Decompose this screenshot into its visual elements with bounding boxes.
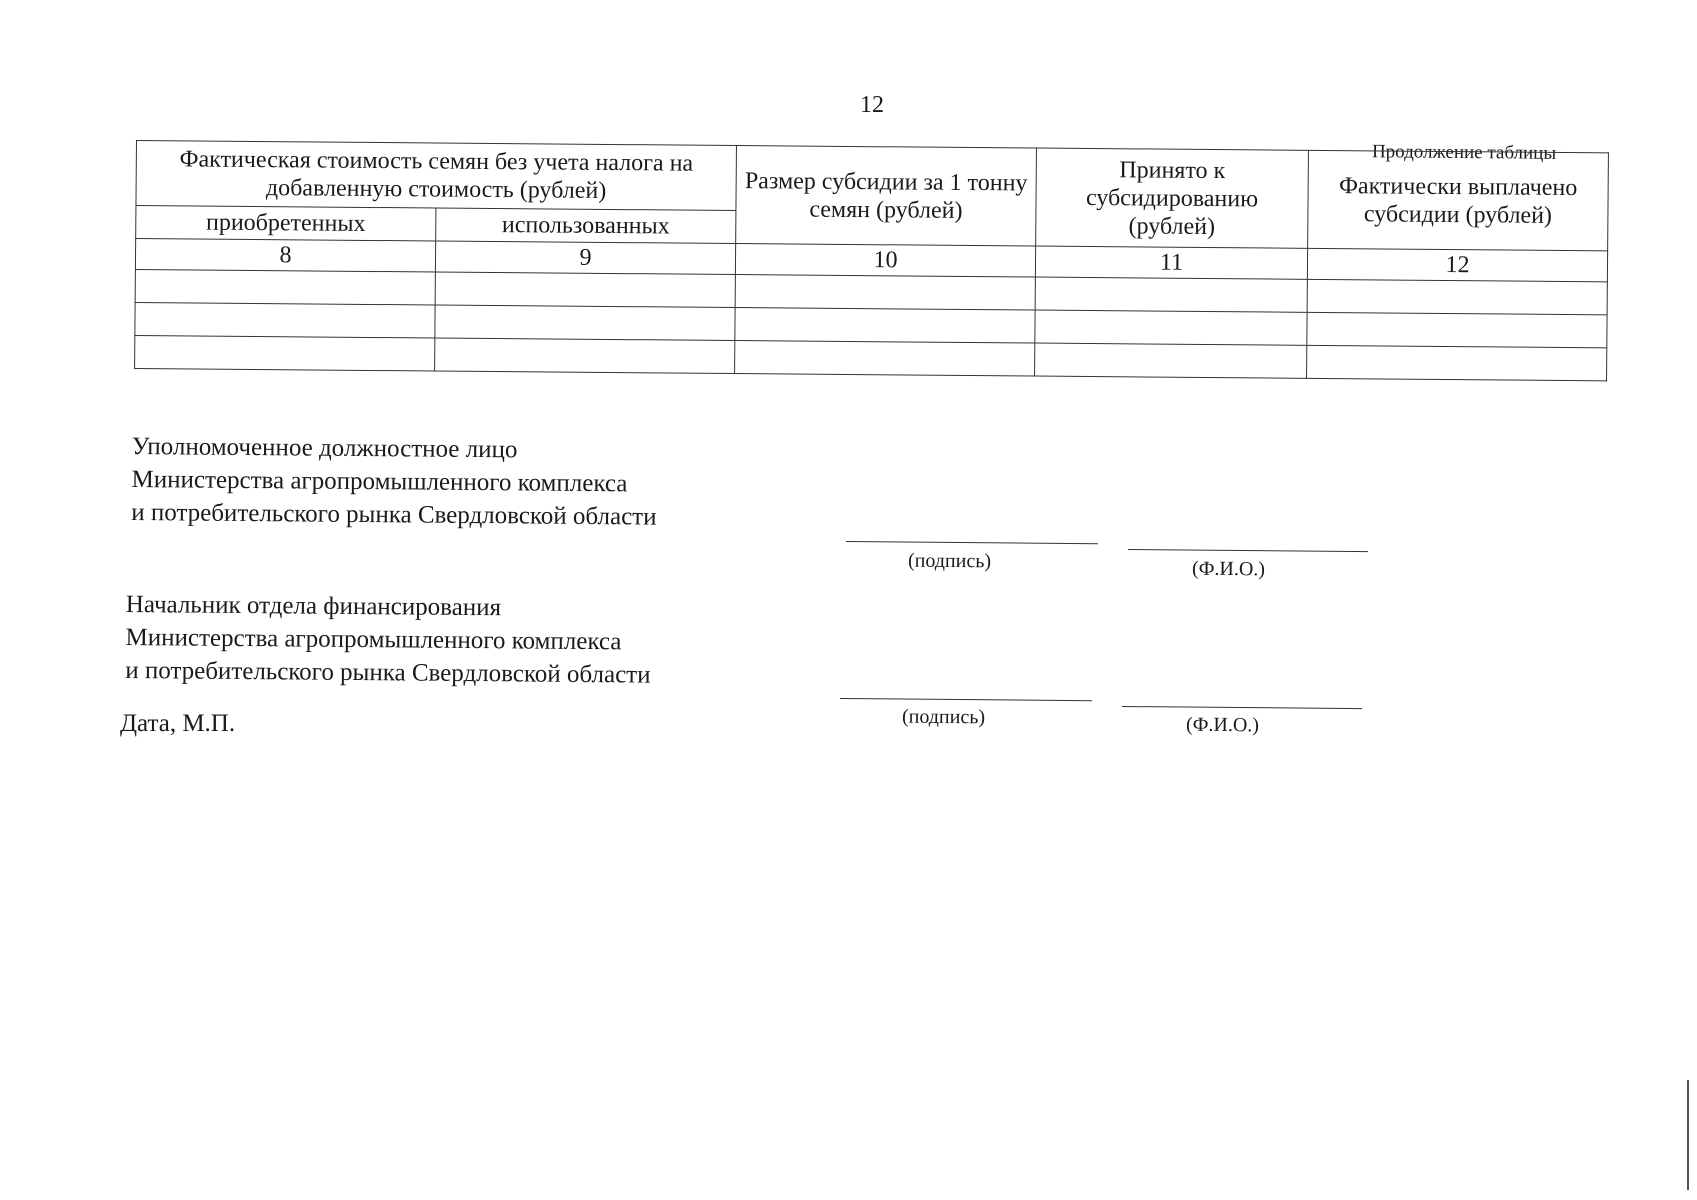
table-cell <box>435 305 735 341</box>
table-cell <box>735 341 1035 377</box>
header-subsidy-rate: Размер субсидии за 1 тонну семян (рублей) <box>736 146 1037 247</box>
column-number: 8 <box>135 239 435 273</box>
table-cell <box>135 302 435 338</box>
table-cell <box>735 275 1035 311</box>
subheader-used: использованных <box>436 208 736 244</box>
table-cell <box>1035 277 1307 312</box>
table-cell <box>135 269 435 305</box>
table-cell <box>1307 345 1607 381</box>
name-line <box>1128 549 1368 552</box>
name-line <box>1122 706 1362 709</box>
table-cell <box>435 272 735 308</box>
subheader-purchased: приобретенных <box>136 206 436 242</box>
column-number: 9 <box>435 241 735 275</box>
table-cell <box>1035 343 1307 378</box>
table-cell <box>1307 312 1607 348</box>
signature-line <box>840 698 1092 701</box>
signatory-line: Министерства агропромышленного комплекса <box>131 465 628 498</box>
name-caption: (Ф.И.О.) <box>1185 713 1260 737</box>
header-actual-seed-cost: Фактическая стоимость семян без учета налога на добавленную стоимость (рублей) <box>136 141 737 211</box>
column-number: 11 <box>1035 246 1307 279</box>
signature-caption: (подпись) <box>907 549 992 573</box>
scan-edge-mark <box>1687 1080 1689 1190</box>
table-header-row <box>136 141 1609 218</box>
column-number: 10 <box>735 244 1035 278</box>
table-cell <box>435 338 735 374</box>
signatory-line: и потребительского рынка Свердловской области <box>125 656 651 689</box>
name-caption: (Ф.И.О.) <box>1191 557 1266 581</box>
table-cell <box>1035 310 1307 345</box>
date-stamp: Дата, М.П. <box>120 710 236 737</box>
table-cell <box>1307 279 1607 315</box>
subsidy-table <box>134 140 1609 381</box>
signatory-line: Министерства агропромышленного комплекса <box>125 623 622 656</box>
subsidy-table-wrapper <box>134 140 1608 381</box>
signatory-line: Уполномоченное должностное лицо <box>131 432 518 464</box>
page-number: 12 <box>860 92 884 118</box>
signatory-finance-department-head <box>125 588 651 692</box>
signatory-line: и потребительского рынка Свердловской области <box>131 498 657 531</box>
signature-line <box>846 541 1098 544</box>
table-cell <box>735 308 1035 344</box>
signatory-authorized-official <box>131 430 657 534</box>
column-number: 12 <box>1307 248 1607 282</box>
header-actually-paid: Фактически выплачено субсидии (рублей) <box>1308 150 1609 251</box>
header-accepted-for-subsidy: Принято к субсидированию (рублей) <box>1036 148 1309 248</box>
signatory-line: Начальник отдела финансирования <box>125 590 502 622</box>
signature-caption: (подпись) <box>901 705 986 729</box>
table-continuation-label: Продолжение таблицы <box>1371 141 1557 164</box>
table-cell <box>135 335 435 371</box>
